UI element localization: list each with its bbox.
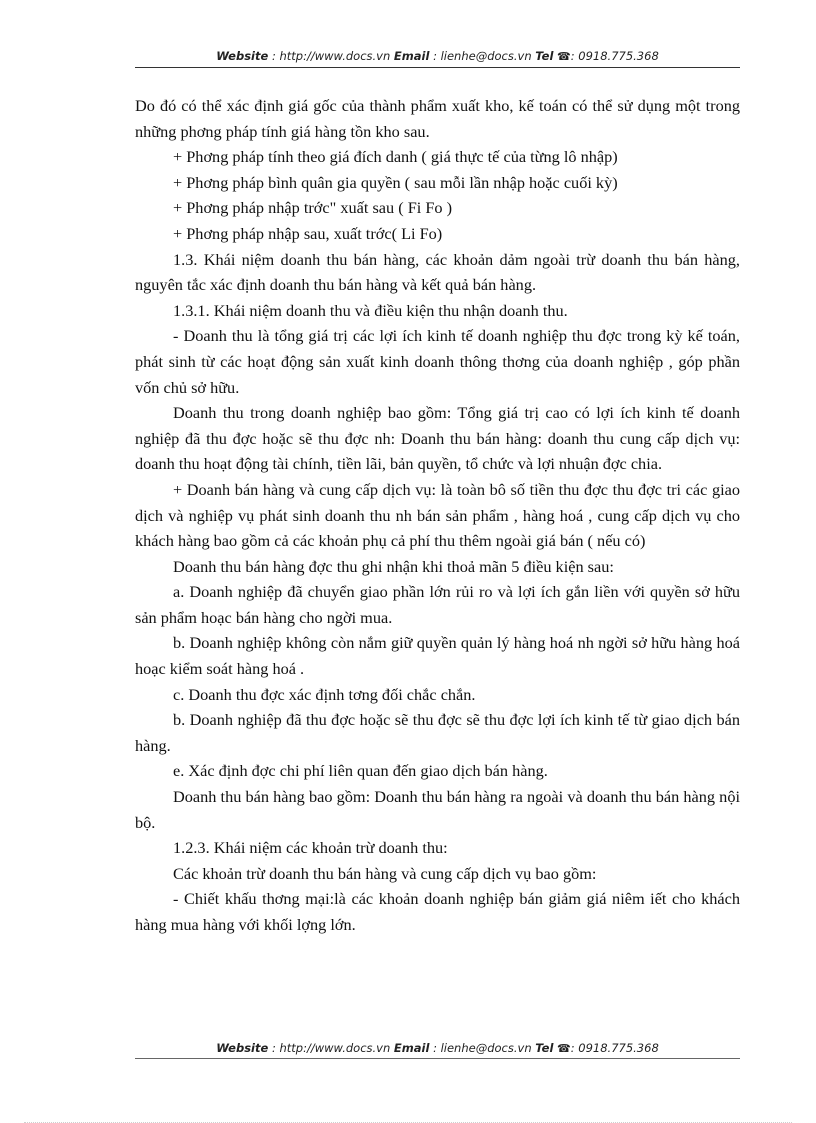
footer-website-label: Website: [216, 1041, 269, 1055]
paragraph: + Doanh bán hàng và cung cấp dịch vụ: là toàn bô số tiền thu đợc thu đợc tri các giao dịch và nghiệp vụ phát sinh doanh thu nh bán sản phẩm , hàng hoá , cung cấp dịch vụ cho khách hàng bao gồm cả các khoản phụ cả phí thu thêm ngoài giá bán ( nếu có): [135, 479, 740, 551]
header-tel-label: Tel: [535, 49, 554, 63]
section-heading: 1.3.1. Khái niệm doanh thu và điều kiện thu nhận doanh thu.: [173, 300, 568, 320]
document-body: [135, 93, 740, 938]
footer-email-label: Email: [393, 1041, 430, 1055]
list-item: + Phơng pháp bình quân gia quyền ( sau mỗi lần nhập hoặc cuối kỳ): [173, 172, 618, 192]
page-footer: [135, 1041, 740, 1055]
list-item: + Phơng pháp tính theo giá đích danh ( giá thực tế của từng lô nhập): [173, 147, 618, 167]
header-email-address: : lienhe@docs.vn: [433, 49, 532, 63]
paragraph: - Doanh thu là tổng giá trị các lợi ích kinh tế doanh nghiệp thu đợc trong kỳ kế toán, phát sinh từ các hoạt động sản xuất kinh doanh thông thơng của doanh nghiệp , góp phần vốn chủ sở hữu.: [135, 326, 740, 397]
list-item: b. Doanh nghiệp không còn nắm giữ quyền quản lý hàng hoá nh ngời sở hữu hàng hoá hoạc kiểm soát hàng hoá .: [135, 633, 740, 679]
header-email-label: Email: [393, 49, 430, 63]
list-item: e. Xác định đợc chi phí liên quan đến giao dịch bán hàng.: [173, 761, 548, 781]
paragraph: Doanh thu bán hàng bao gồm: Doanh thu bán hàng ra ngoài và doanh thu bán hàng nội bộ.: [135, 787, 740, 832]
footer-tel-label: Tel: [535, 1041, 554, 1055]
paragraph: Doanh thu bán hàng đợc thu ghi nhận khi thoả mãn 5 điều kiện sau:: [173, 556, 614, 576]
footer-email-address: : lienhe@docs.vn: [433, 1041, 532, 1055]
section-heading: 1.3. Khái niệm doanh thu bán hàng, các khoản dảm ngoài trừ doanh thu bán hàng, nguyên tắc xác định doanh thu bán hàng và kết quả bán hàng.: [135, 249, 740, 295]
header-tel-number: : 0918.775.368: [570, 49, 659, 63]
footer-website-url: : http://www.docs.vn: [271, 1041, 391, 1055]
header-website-label: Website: [216, 49, 269, 63]
list-item: b. Doanh nghiệp đã thu đợc hoặc sẽ thu đợc sẽ thu đợc lợi ích kinh tế từ giao dịch bán hàng.: [135, 710, 740, 755]
paragraph: Do đó có thể xác định giá gốc của thành phẩm xuất kho, kế toán có thể sử dụng một trong những phơng pháp tính giá hàng tồn kho sau.: [135, 96, 740, 141]
phone-icon: ☎: [557, 1042, 571, 1055]
paragraph: - Chiết khấu thơng mại:là các khoản doanh nghiệp bán giảm giá niêm iết cho khách hàng mua hàng với khối lợng lớn.: [135, 889, 740, 934]
page-header: [135, 49, 740, 63]
list-item: + Phơng pháp nhập sau, xuất trớc( Li Fo): [173, 223, 443, 243]
list-item: c. Doanh thu đợc xác định tơng đối chắc chắn.: [173, 684, 476, 704]
section-heading: 1.2.3. Khái niệm các khoản trừ doanh thu:: [173, 838, 448, 858]
footer-rule: [135, 1058, 740, 1059]
footer-tel-number: : 0918.775.368: [570, 1041, 659, 1055]
list-item: + Phơng pháp nhập trớc" xuất sau ( Fi Fo ): [173, 198, 453, 218]
header-rule: [135, 67, 740, 68]
list-item: a. Doanh nghiệp đã chuyển giao phần lớn rủi ro và lợi ích gắn liền với quyền sở hữu sản phẩm hoạc bán hàng cho ngời mua.: [135, 582, 740, 627]
header-website-url: : http://www.docs.vn: [271, 49, 391, 63]
paragraph: Các khoản trừ doanh thu bán hàng và cung cấp dịch vụ bao gồm:: [173, 863, 597, 883]
phone-icon: ☎: [557, 50, 571, 63]
paragraph: Doanh thu trong doanh nghiệp bao gồm: Tổng giá trị cao có lợi ích kinh tế doanh nghiệp đã thu đợc hoặc sẽ thu đợc nh: Doanh thu bán hàng: doanh thu cung cấp dịch vụ: doanh thu hoạt động tài chính, tiền lãi, bản quyền, tổ chức và lợi nhuận đợc chia.: [135, 403, 740, 474]
